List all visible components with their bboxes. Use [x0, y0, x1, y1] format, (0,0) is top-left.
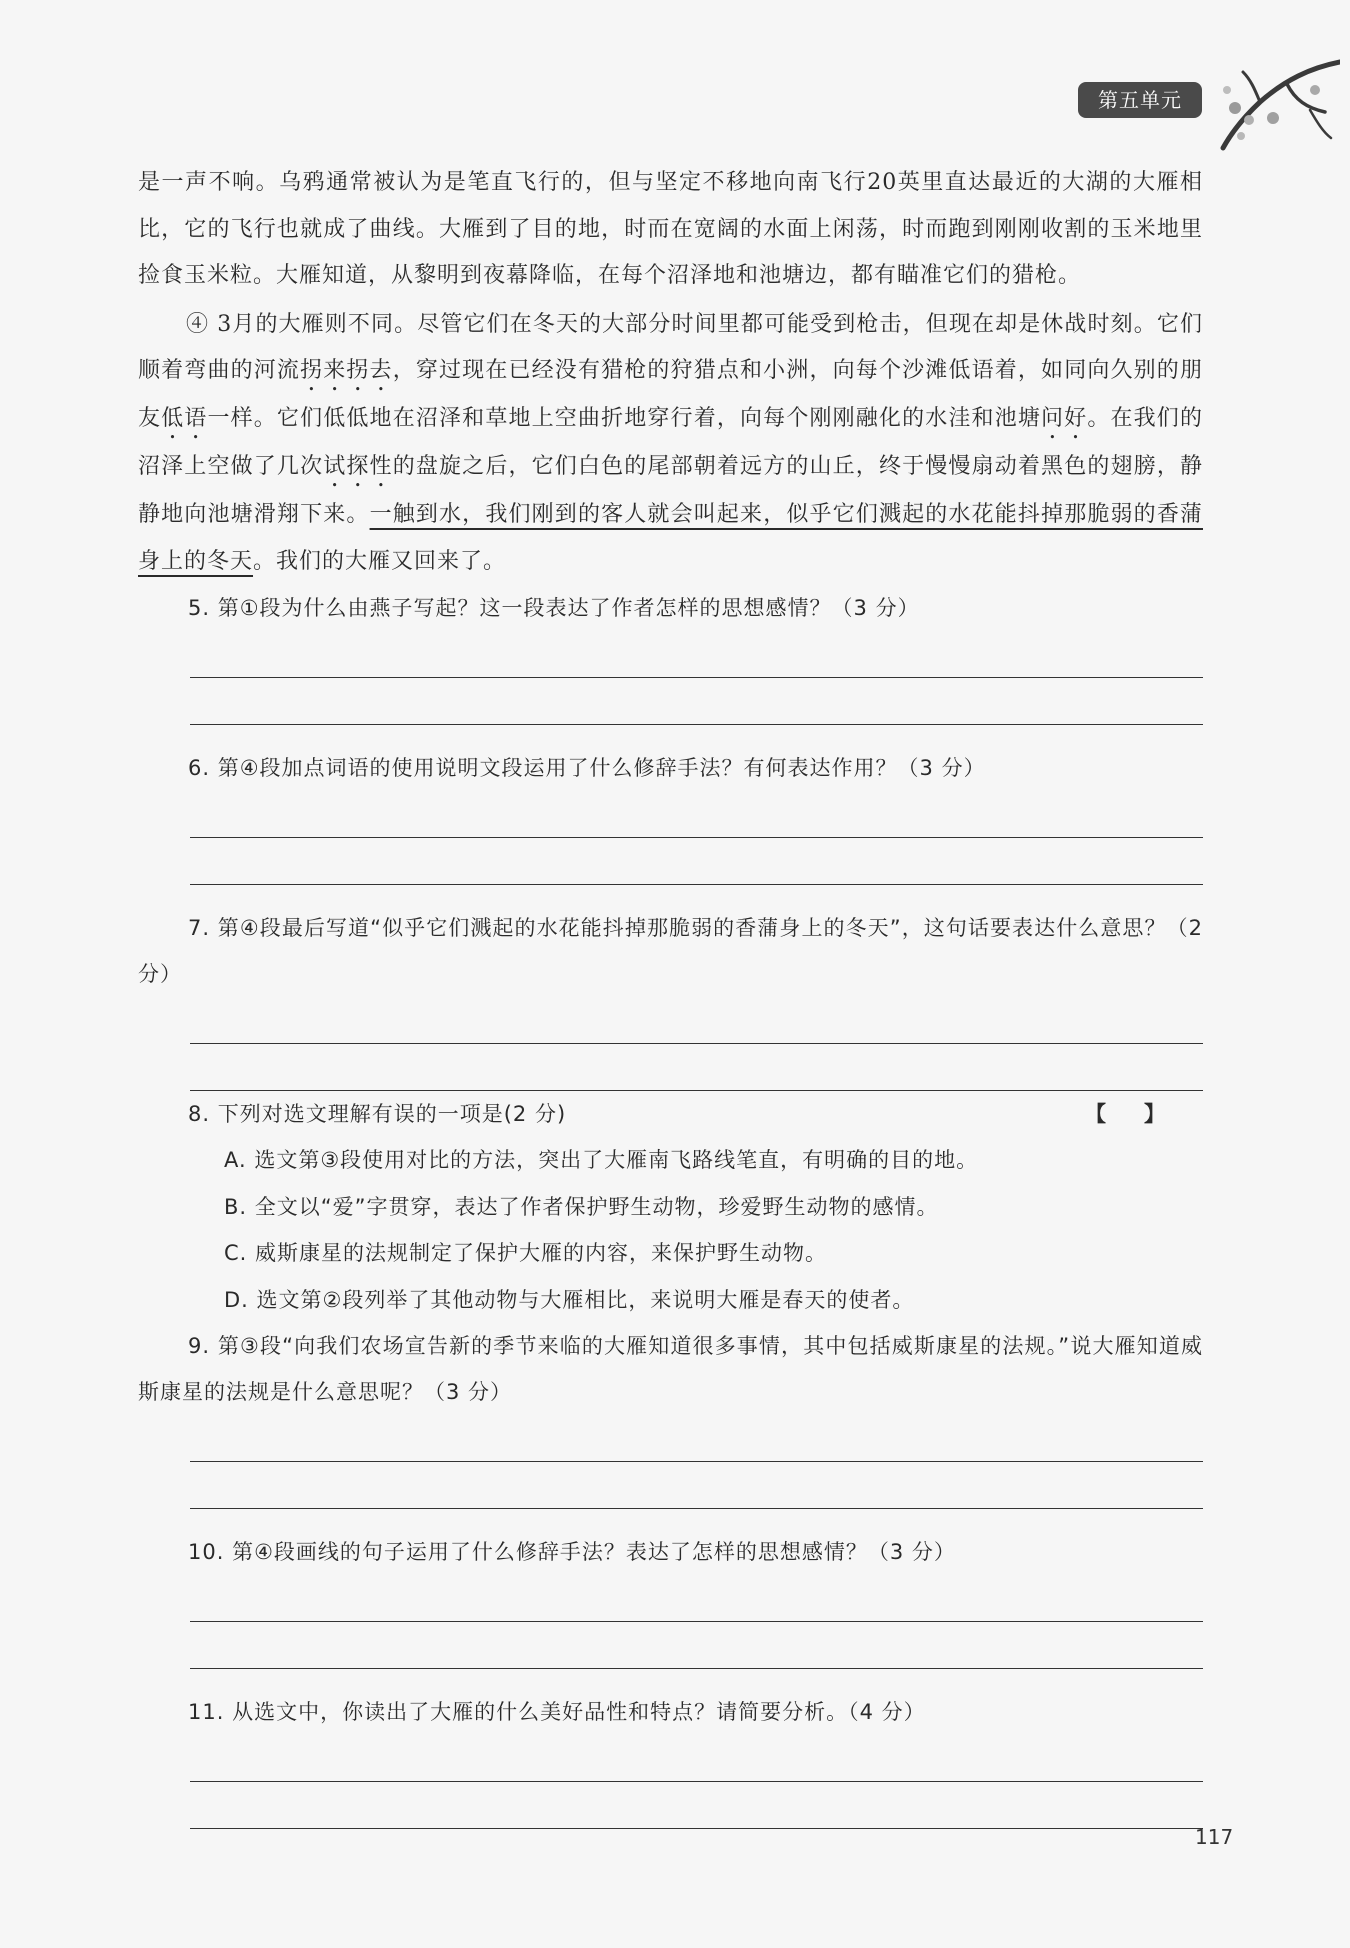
answer-line[interactable] — [190, 1575, 1203, 1622]
paragraph-4: ④ 3月的大雁则不同。尽管它们在冬天的大部分时间里都可能受到枪击，但现在却是休战时刻。它们顺着弯曲的河流拐来拐去，穿过现在已经没有猎枪的狩猎点和小洲，向每个沙滩低语着，如同向久别的朋友低语一样。它们低低地在沼泽和草地上空曲折地穿行着，向每个刚刚融化的水洼和池塘问好。在我们的沼泽上空做了几次试探性的盘旋之后，它们白色的尾部朝着远方的山丘，终于慢慢扇动着黑色的翅膀，静静地向池塘滑翔下来。一触到水，我们刚到的客人就会叫起来，似乎它们溅起的水花能抖掉那脆弱的香蒲身上的冬天。我们的大雁又回来了。 — [138, 311, 1203, 574]
answer-line[interactable] — [190, 1415, 1203, 1462]
paragraph-3-continued: 是一声不响。乌鸦通常被认为是笔直飞行的，但与坚定不移地向南飞行20英里直达最近的大湖的大雁相比，它的飞行也就成了曲线。大雁到了目的地，时而在宽阔的水面上闲荡，时而跑到刚刚收割的玉米地里捡食玉米粒。大雁知道，从黎明到夜幕降临，在每个沼泽地和池塘边，都有瞄准它们的猎枪。 — [138, 170, 1203, 288]
option-c: C. 威斯康星的法规制定了保护大雁的内容，来保护野生动物。 — [224, 1241, 828, 1265]
answer-line[interactable] — [190, 1782, 1203, 1829]
question-11: 11. 从选文中，你读出了大雁的什么美好品性和特点？请简要分析。（4 分） — [188, 1700, 926, 1724]
content-area — [138, 160, 1203, 1829]
answer-line[interactable] — [190, 838, 1203, 885]
answer-line[interactable] — [190, 1462, 1203, 1509]
answer-bracket[interactable]: 【】 — [1085, 1102, 1203, 1126]
dotted-word-diyu: 低语 — [161, 406, 208, 431]
question-5: 5. 第①段为什么由燕子写起？这一段表达了作者怎样的思想感情？（3 分） — [188, 596, 920, 620]
question-10: 10. 第④段画线的句子运用了什么修辞手法？表达了怎样的思想感情？（3 分） — [188, 1540, 956, 1564]
option-d: D. 选文第②段列举了其他动物与大雁相比，来说明大雁是春天的使者。 — [224, 1287, 915, 1312]
unit-badge: 第五单元 — [1078, 82, 1202, 118]
answer-line[interactable] — [190, 1044, 1203, 1091]
dotted-word-wenhao: 问好 — [1041, 406, 1088, 431]
dotted-word-shitanxing: 试探性 — [323, 454, 393, 479]
question-9: 9. 第③段“向我们农场宣告新的季节来临的大雁知道很多事情，其中包括威斯康星的法规。”说大雁知道威斯康星的法规是什么意思呢？（3 分） — [138, 1334, 1203, 1404]
answer-line[interactable] — [190, 678, 1203, 725]
question-7: 7. 第④段最后写道“似乎它们溅起的水花能抖掉那脆弱的香蒲身上的冬天”，这句话要表达什么意思？（2 分） — [138, 916, 1203, 986]
page-number: 117 — [1195, 1825, 1234, 1849]
plum-branch-icon — [1215, 50, 1340, 160]
answer-line[interactable] — [190, 1735, 1203, 1782]
question-6: 6. 第④段加点词语的使用说明文段运用了什么修辞手法？有何表达作用？（3 分） — [188, 756, 986, 780]
option-a: A. 选文第③段使用对比的方法，突出了大雁南飞路线笔直，有明确的目的地。 — [224, 1148, 979, 1172]
answer-line[interactable] — [190, 791, 1203, 838]
answer-line[interactable] — [190, 1622, 1203, 1669]
answer-line[interactable] — [190, 997, 1203, 1044]
dotted-word-guailaiguaiqu: 拐来拐去 — [300, 358, 393, 383]
underlined-sentence: 一触到水，我们刚到的客人就会叫起来，似乎它们溅起的水花能抖掉那脆弱的香蒲身上的冬天 — [138, 502, 1203, 574]
answer-line[interactable] — [190, 631, 1203, 678]
option-b: B. 全文以“爱”字贯穿，表达了作者保护野生动物，珍爱野生动物的感情。 — [224, 1194, 939, 1219]
question-8: 【】 8. 下列对选文理解有误的一项是(2 分) — [138, 1091, 1203, 1137]
